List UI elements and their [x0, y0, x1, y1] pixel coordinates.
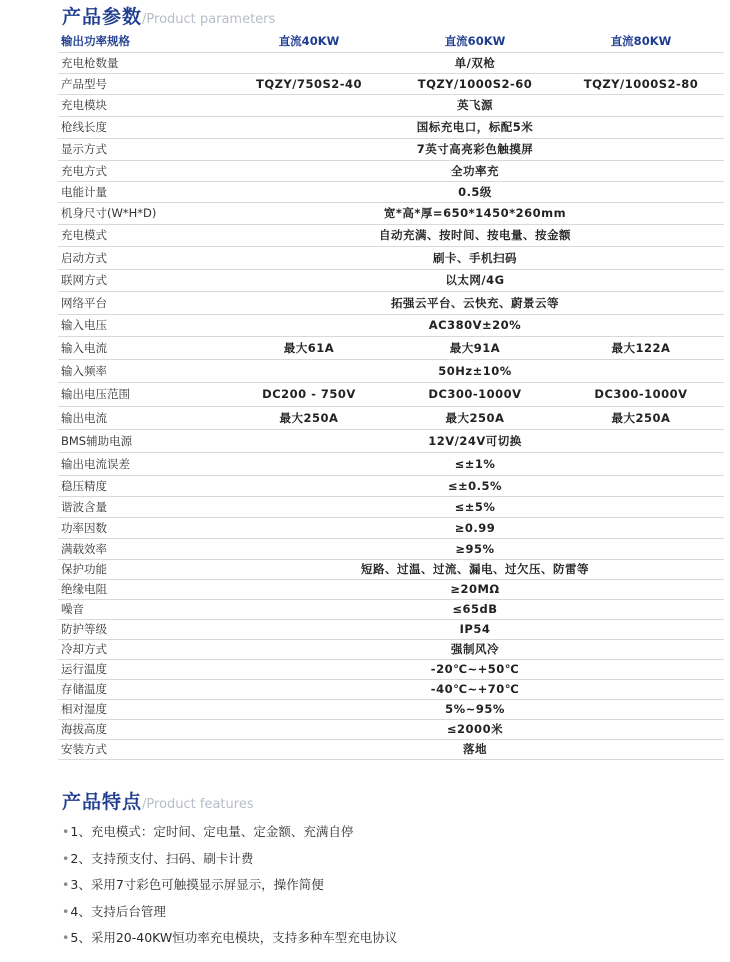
row-label: 输出电流: [58, 406, 226, 429]
row-label: 充电模式: [58, 224, 226, 246]
table-row: [58, 699, 724, 719]
bullet-icon: •: [62, 850, 70, 866]
table-row: [58, 382, 724, 406]
table-row: [58, 659, 724, 679]
row-label: 启动方式: [58, 246, 226, 269]
params-title-cn: 产品参数: [62, 6, 143, 28]
row-label: 噪音: [58, 599, 226, 619]
row-value: 全功率充: [226, 160, 724, 181]
bullet-icon: •: [62, 930, 70, 945]
params-header-row: [58, 31, 724, 52]
table-row: [58, 619, 724, 639]
row-value: 单/双枪: [226, 52, 724, 73]
table-row: [58, 517, 724, 538]
table-row: [58, 599, 724, 619]
features-list: [62, 822, 397, 955]
row-value: 拓强云平台、云快充、蔚景云等: [226, 291, 724, 314]
row-value: ≤2000米: [226, 719, 724, 739]
feature-text: 2、支持预支付、扫码、刷卡计费: [70, 850, 254, 866]
table-row: [58, 94, 724, 116]
row-value: -40℃~+70℃: [226, 679, 724, 699]
row-label: 网络平台: [58, 291, 226, 314]
row-value: AC380V±20%: [226, 314, 724, 336]
table-row: [58, 679, 724, 699]
row-label: 产品型号: [58, 73, 226, 94]
table-row: [58, 406, 724, 429]
params-title-en: /Product parameters: [142, 12, 276, 27]
table-row: [58, 314, 724, 336]
table-row: [58, 579, 724, 599]
feature-item: [62, 822, 397, 849]
table-row: [58, 73, 724, 94]
header-80kw: 直流80KW: [558, 31, 724, 52]
row-value: IP54: [226, 619, 724, 639]
params-table: [58, 31, 724, 760]
row-value: 短路、过温、过流、漏电、过欠压、防雷等: [226, 559, 724, 579]
row-label: 输入电压: [58, 314, 226, 336]
bullet-icon: •: [62, 824, 70, 839]
table-row: [58, 160, 724, 181]
row-value: TQZY/1000S2-80: [558, 73, 724, 94]
table-row: [58, 496, 724, 517]
row-label: BMS辅助电源: [58, 429, 226, 452]
row-value: 宽*高*厚=650*1450*260mm: [226, 202, 724, 224]
row-label: 输入电流: [58, 336, 226, 359]
row-label: 海拔高度: [58, 719, 226, 739]
row-value: 刷卡、手机扫码: [226, 246, 724, 269]
bullet-icon: •: [62, 903, 70, 919]
table-row: [58, 639, 724, 659]
row-label: 保护功能: [58, 559, 226, 579]
table-row: [58, 475, 724, 496]
row-value: 强制风冷: [226, 639, 724, 659]
table-row: [58, 52, 724, 73]
feature-item: [62, 928, 397, 955]
row-value: 国标充电口，标配5米: [226, 116, 724, 138]
table-row: [58, 336, 724, 359]
feature-text: 5、采用20-40KW恒功率充电模块，支持多种车型充电协议: [70, 930, 398, 945]
table-row: [58, 269, 724, 291]
feature-text: 1、充电模式：定时间、定电量、定金额、充满自停: [70, 824, 354, 839]
row-value: 最大250A: [392, 406, 558, 429]
row-value: 以太网/4G: [226, 269, 724, 291]
table-row: [58, 719, 724, 739]
row-value: 5%~95%: [226, 699, 724, 719]
table-row: [58, 246, 724, 269]
row-label: 输出电压范围: [58, 382, 226, 406]
table-row: [58, 429, 724, 452]
features-title-en: /Product features: [142, 797, 254, 812]
feature-item: [62, 902, 397, 929]
row-label: 相对湿度: [58, 699, 226, 719]
row-value: DC300-1000V: [558, 382, 724, 406]
row-value: 最大250A: [558, 406, 724, 429]
row-value: ≥95%: [226, 538, 724, 559]
row-label: 运行温度: [58, 659, 226, 679]
row-label: 电能计量: [58, 181, 226, 202]
row-value: 0.5级: [226, 181, 724, 202]
row-value: DC200 - 750V: [226, 382, 392, 406]
row-value: TQZY/750S2-40: [226, 73, 392, 94]
row-value: ≥20MΩ: [226, 579, 724, 599]
row-label: 充电枪数量: [58, 52, 226, 73]
table-row: [58, 538, 724, 559]
row-label: 输出电流误差: [58, 452, 226, 475]
row-label: 功率因数: [58, 517, 226, 538]
row-label: 充电方式: [58, 160, 226, 181]
row-value: 英飞源: [226, 94, 724, 116]
row-value: TQZY/1000S2-60: [392, 73, 558, 94]
row-value: 最大250A: [226, 406, 392, 429]
features-section-title: [62, 787, 254, 814]
row-value: 自动充满、按时间、按电量、按金额: [226, 224, 724, 246]
table-row: [58, 739, 724, 759]
table-row: [58, 202, 724, 224]
row-label: 显示方式: [58, 138, 226, 160]
row-value: -20℃~+50℃: [226, 659, 724, 679]
row-value: ≤±1%: [226, 452, 724, 475]
row-value: ≥0.99: [226, 517, 724, 538]
header-40kw: 直流40KW: [226, 31, 392, 52]
row-value: 最大122A: [558, 336, 724, 359]
features-title-cn: 产品特点: [62, 791, 143, 813]
row-value: 7英寸高亮彩色触摸屏: [226, 138, 724, 160]
row-value: 12V/24V可切换: [226, 429, 724, 452]
row-label: 充电模块: [58, 94, 226, 116]
row-label: 冷却方式: [58, 639, 226, 659]
table-row: [58, 291, 724, 314]
row-label: 绝缘电阻: [58, 579, 226, 599]
row-label: 防护等级: [58, 619, 226, 639]
row-value: 最大91A: [392, 336, 558, 359]
table-row: [58, 138, 724, 160]
table-row: [58, 181, 724, 202]
row-label: 枪线长度: [58, 116, 226, 138]
row-value: ≤±5%: [226, 496, 724, 517]
row-label: 联网方式: [58, 269, 226, 291]
feature-text: 3、采用7寸彩色可触摸显示屏显示，操作简便: [70, 877, 324, 892]
feature-item: [62, 849, 397, 876]
feature-item: [62, 875, 397, 902]
header-60kw: 直流60KW: [392, 31, 558, 52]
table-row: [58, 116, 724, 138]
row-label: 稳压精度: [58, 475, 226, 496]
row-value: 50Hz±10%: [226, 359, 724, 382]
table-row: [58, 224, 724, 246]
row-label: 存储温度: [58, 679, 226, 699]
row-value: 落地: [226, 739, 724, 759]
feature-text: 4、支持后台管理: [70, 903, 166, 919]
row-value: 最大61A: [226, 336, 392, 359]
row-label: 满载效率: [58, 538, 226, 559]
row-value: ≤65dB: [226, 599, 724, 619]
row-label: 机身尺寸(W*H*D): [58, 202, 226, 224]
row-value: ≤±0.5%: [226, 475, 724, 496]
row-value: DC300-1000V: [392, 382, 558, 406]
params-section-title: [62, 2, 275, 29]
row-label: 安装方式: [58, 739, 226, 759]
table-row: [58, 359, 724, 382]
table-row: [58, 559, 724, 579]
bullet-icon: •: [62, 877, 70, 892]
row-label: 谐波含量: [58, 496, 226, 517]
header-label: 输出功率规格: [58, 31, 226, 52]
table-row: [58, 452, 724, 475]
row-label: 输入频率: [58, 359, 226, 382]
